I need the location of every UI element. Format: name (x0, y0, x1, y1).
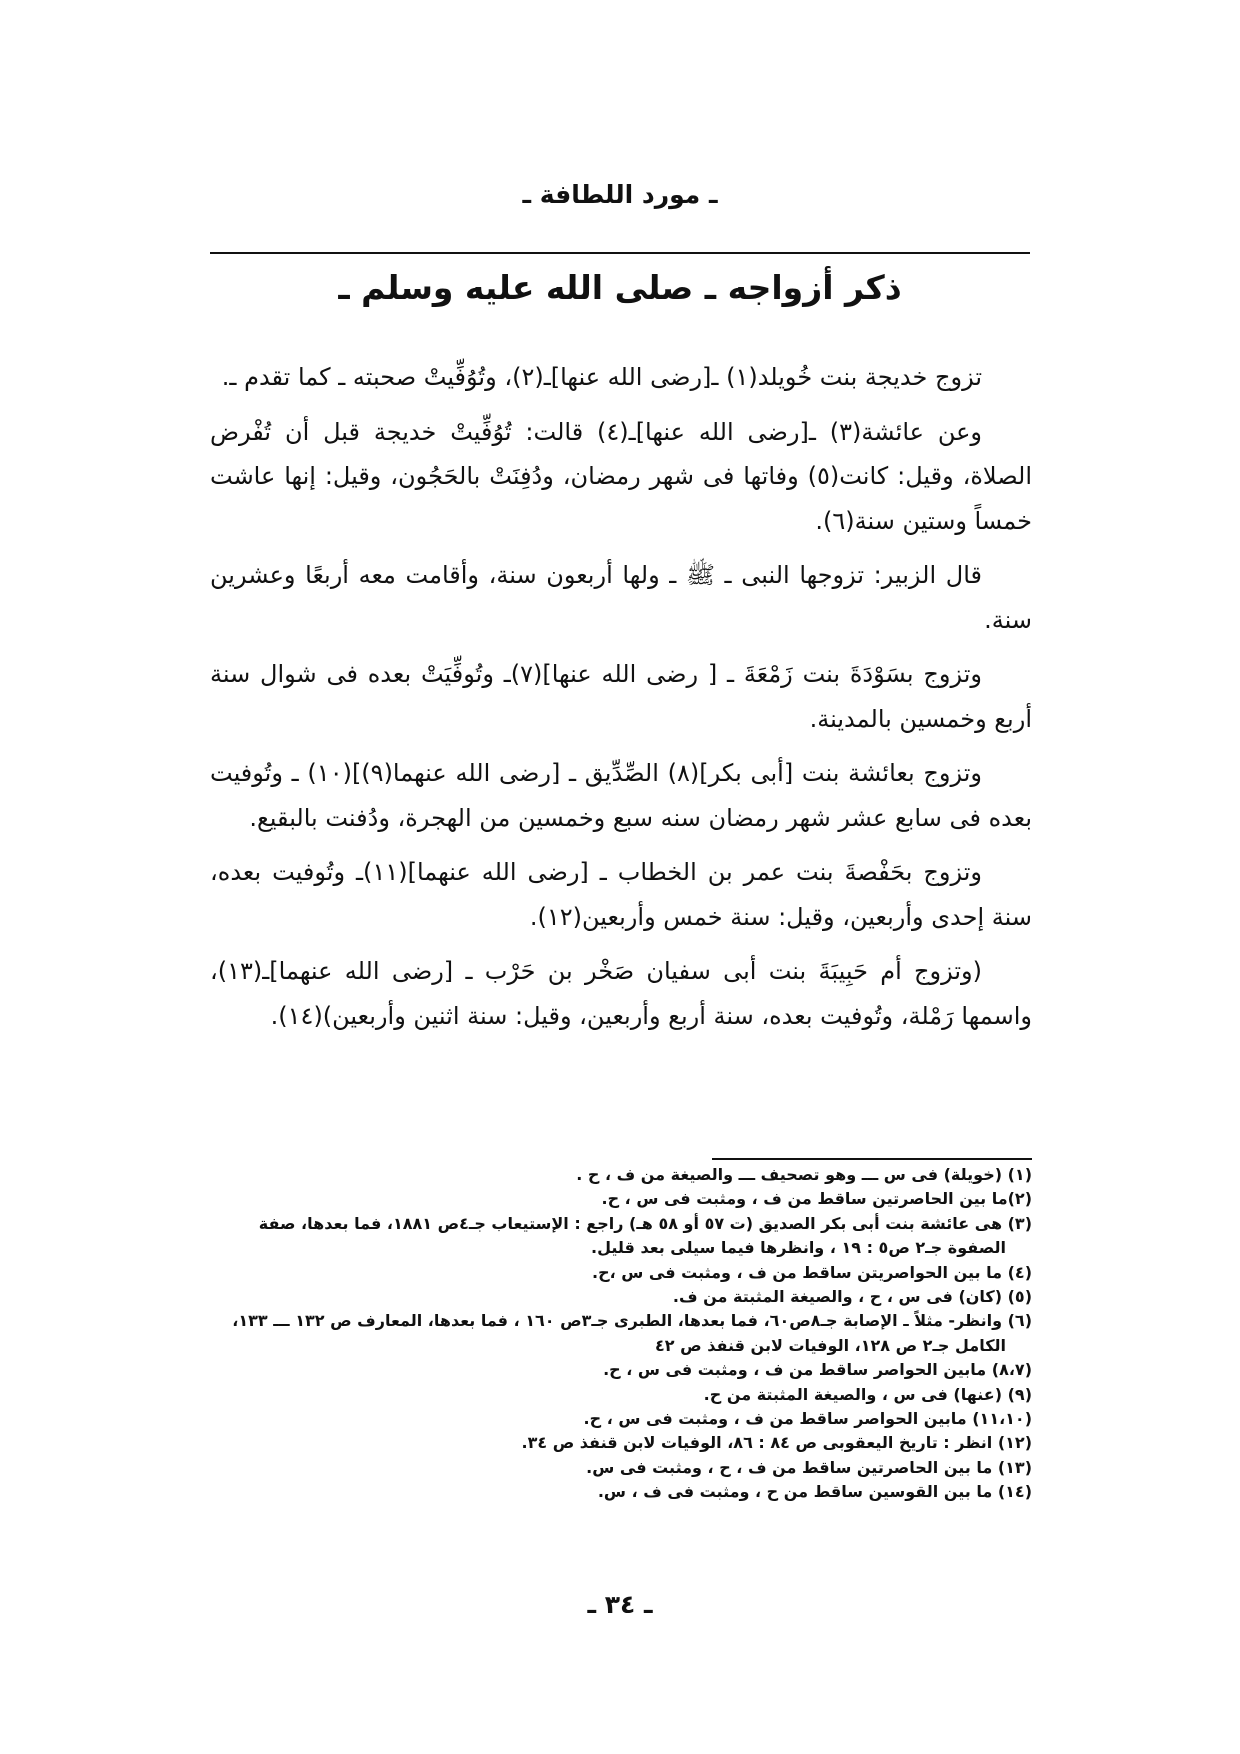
footnote: (١٣) ما بين الحاصرتين ساقط من ف ، ح ، ومثبت فى س. (586, 1457, 1032, 1477)
paragraph-khadija: تزوج خديجة بنت خُويلد(١) ـ[رضى الله عنها]ـ(٢)، وتُوُفِّيتْ صحبته ـ كما تقدم ـ. (221, 363, 982, 391)
paragraph-umm-habiba: (وتزوج أم حَبِيبَةَ بنت أبى سفيان صَخْر بن حَرْب ـ [رضى الله عنهما]ـ(١٣)، واسمها رَمْلة، وتُوفيت بعده، سنة أربع وأربعين، وقيل: سنة اثنين وأربعين)(١٤). (210, 957, 1032, 1030)
footnote: (٥) (كان) فى س ، ح ، والصيغة المثبتة من ف. (672, 1287, 1032, 1307)
footnote: (٣) هى عائشة بنت أبى بكر الصديق (ت ٥٧ أو ٥٨ هـ) راجع : الإستيعاب جـ٤ص ١٨٨١، فما بعدها، صفة الصفوة جـ٢ ص٥ : ١٩ ، وانظرها فيما سيلى بعد قليل. (258, 1213, 1032, 1258)
paragraph-aisha-narration: وعن عائشة(٣) ـ[رضى الله عنها]ـ(٤) قالت: تُوُفِّيتْ خديجة قبل أن تُفْرض الصلاة، وقيل: كانت(٥) وفاتها فى شهر رمضان، ودُفِنَتْ بالحَجُون، وقيل: إنها عاشت خمساً وستين سنة(٦). (210, 417, 1033, 535)
paragraph-hafsa: وتزوج بحَفْصةَ بنت عمر بن الخطاب ـ [رضى الله عنهما](١١)ـ وتُوفيت بعده، سنة إحدى وأربعين، وقيل: سنة خمس وأربعين(١٢). (210, 858, 1032, 931)
footnote: (١١،١٠) مابين الحواصر ساقط من ف ، ومثبت فى س ، ح. (583, 1409, 1032, 1429)
footnote: (٨،٧) مابين الحواصر ساقط من ف ، ومثبت فى س ، ح. (603, 1360, 1032, 1380)
section-title: ذكر أزواجه ـ صلى الله عليه وسلم ـ (338, 268, 902, 307)
footnote: (١٤) ما بين القوسين ساقط من ح ، ومثبت فى ف ، س. (597, 1482, 1032, 1502)
page-number: ـ ٣٤ ـ (587, 1590, 653, 1619)
footnote: (٦) وانظر- مثلاً ـ الإصابة جـ٨ص٦٠، فما بعدها، الطبرى جـ٣ص ١٦٠ ، فما بعدها، المعارف ص ١٣٢ ـــ ١٣٣، الكامل جـ٢ ص ١٢٨، الوفيات لابن قنفذ ص ٤٢ (232, 1311, 1032, 1355)
header-divider (210, 252, 1030, 254)
footnotes (200, 1163, 1032, 1505)
footnote: (٩) (عنها) فى س ، والصيغة المثبتة من ح. (703, 1384, 1032, 1404)
paragraph-aisha: وتزوج بعائشة بنت [أبى بكر](٨) الصِّدِّيق ـ [رضى الله عنهما(٩)](١٠) ـ وتُوفيت بعده فى سابع عشر شهر رمضان سنه سبع وخمسين من الهجرة، ودُفنت بالبقيع. (210, 759, 1032, 832)
paragraph-zubayr: قال الزبير: تزوجها النبى ـ ﷺ ـ ولها أربعون سنة، وأقامت معه أربعًا وعشرين سنة. (210, 561, 1032, 634)
footnote: (١٢) انظر : تاريخ اليعقوبى ص ٨٤ : ٨٦، الوفيات لابن قنفذ ص ٣٤. (521, 1433, 1032, 1453)
footnote: (٤) ما بين الحواصريتن ساقط من ف ، ومثبت فى س ،ح. (591, 1262, 1032, 1282)
footnote: (١) (خويلة) فى س ـــ وهو تصحيف ـــ والصيغة من ف ، ح . (576, 1165, 1032, 1184)
paragraph-sawda: وتزوج بسَوْدَةَ بنت زَمْعَةَ ـ [ رضى الله عنها](٧)ـ وتُوفِّيَتْ بعده فى شوال سنة أربع وخمسين بالمدينة. (210, 660, 1032, 733)
footnote-divider (712, 1158, 1032, 1160)
body-text (210, 355, 1032, 1048)
running-header: ـ مورد اللطافة ـ (522, 180, 718, 209)
footnote: (٢)ما بين الحاصرتين ساقط من ف ، ومثبت فى س ، ح. (601, 1189, 1032, 1209)
